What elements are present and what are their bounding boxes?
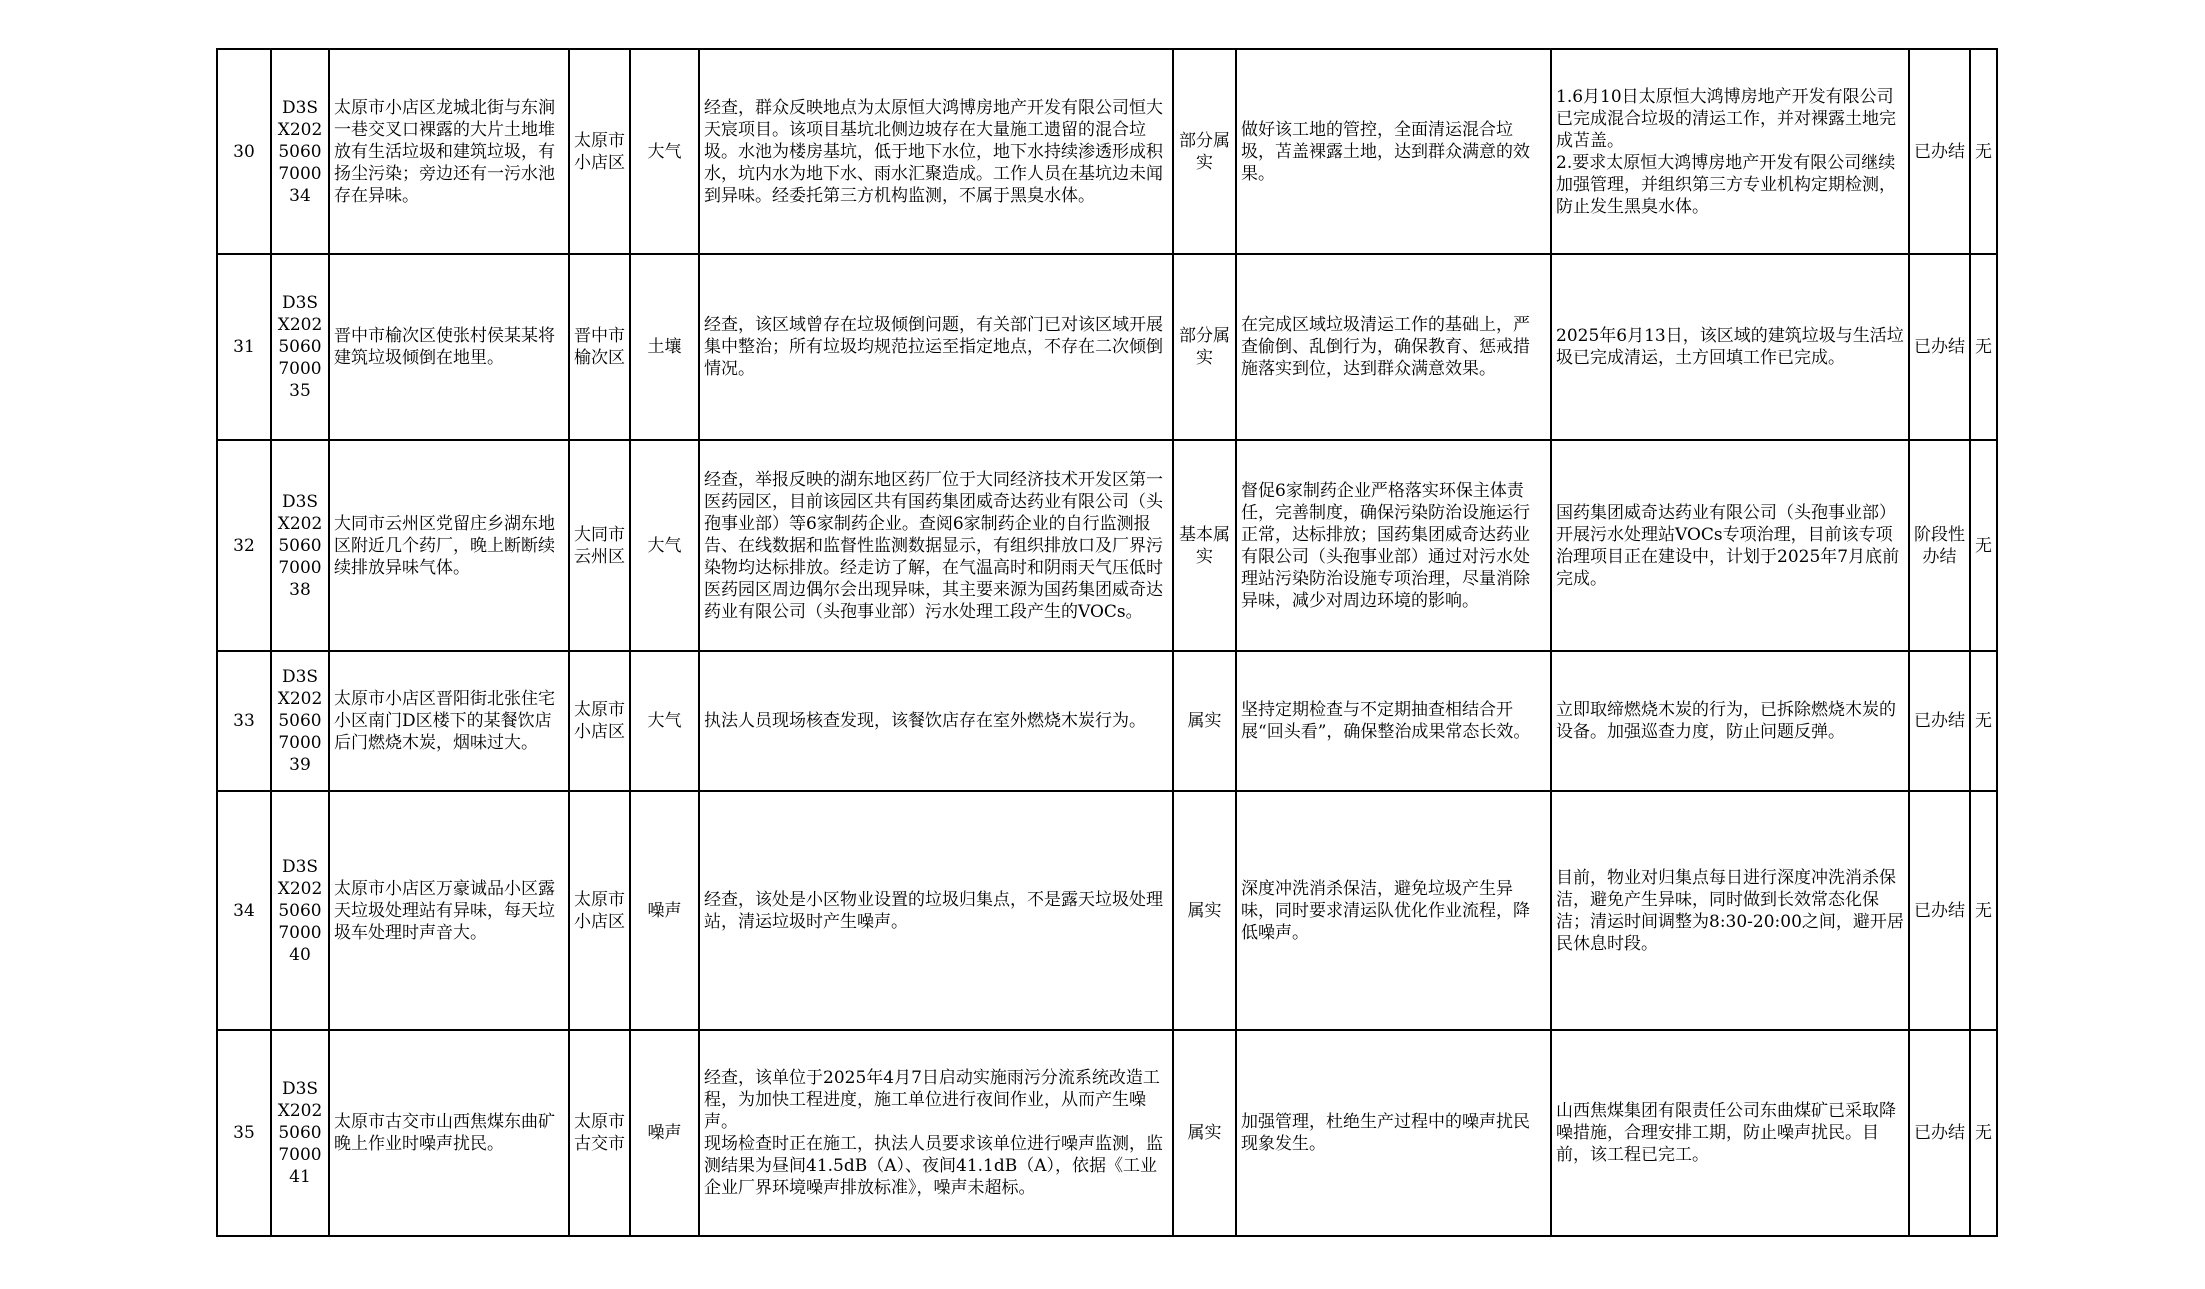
row-verdict: 属实 xyxy=(1173,791,1236,1030)
row-issue: 太原市小店区龙城北街与东涧一巷交叉口裸露的大片土地堆放有生活垃圾和建筑垃圾，有扬尘污染；旁边还有一污水池存在异味。 xyxy=(329,49,569,254)
row-district: 太原市小店区 xyxy=(569,791,630,1030)
row-accountability: 无 xyxy=(1970,440,1997,651)
row-finding: 经查，举报反映的湖东地区药厂位于大同经济技术开发区第一医药园区，目前该园区共有国药集团威奇达药业有限公司（头孢事业部）等6家制药企业。查阅6家制药企业的自行监测报告、在线数据和监督性监测数据显示，有组织排放口及厂界污染物均达标排放。经走访了解，在气温高时和阴雨天气压低时医药园区周边偶尔会出现异味，其主要来源为国药集团威奇达药业有限公司（头孢事业部）污水处理工段产生的VOCs。 xyxy=(699,440,1173,651)
row-verdict: 部分属实 xyxy=(1173,254,1236,440)
row-verdict: 基本属实 xyxy=(1173,440,1236,651)
row-measure: 做好该工地的管控，全面清运混合垃圾，苫盖裸露土地，达到群众满意的效果。 xyxy=(1236,49,1551,254)
row-code: D3SX2025060700040 xyxy=(271,791,329,1030)
row-verdict: 属实 xyxy=(1173,1030,1236,1236)
row-district: 太原市古交市 xyxy=(569,1030,630,1236)
row-verdict: 部分属实 xyxy=(1173,49,1236,254)
row-measure: 在完成区域垃圾清运工作的基础上，严查偷倒、乱倒行为，确保教育、惩戒措施落实到位，达到群众满意效果。 xyxy=(1236,254,1551,440)
row-accountability: 无 xyxy=(1970,49,1997,254)
row-finding: 经查，该区域曾存在垃圾倾倒问题，有关部门已对该区域开展集中整治；所有垃圾均规范拉运至指定地点，不存在二次倾倒情况。 xyxy=(699,254,1173,440)
row-seq: 30 xyxy=(217,49,271,254)
row-status: 已办结 xyxy=(1909,254,1970,440)
row-code: D3SX2025060700038 xyxy=(271,440,329,651)
row-issue: 太原市小店区万豪诚品小区露天垃圾处理站有异味，每天垃圾车处理时声音大。 xyxy=(329,791,569,1030)
row-result: 1.6月10日太原恒大鸿博房地产开发有限公司已完成混合垃圾的清运工作，并对裸露土地完成苫盖。 2.要求太原恒大鸿博房地产开发有限公司继续加强管理，并组织第三方专业机构定期检测，防止发生黑臭水体。 xyxy=(1551,49,1909,254)
document-page xyxy=(216,48,1996,1237)
row-pollution-type: 大气 xyxy=(630,49,699,254)
row-issue: 太原市小店区晋阳街北张住宅小区南门D区楼下的某餐饮店后门燃烧木炭，烟味过大。 xyxy=(329,651,569,791)
complaint-table xyxy=(216,48,1998,1237)
row-accountability: 无 xyxy=(1970,791,1997,1030)
row-finding: 经查，该处是小区物业设置的垃圾归集点，不是露天垃圾处理站，清运垃圾时产生噪声。 xyxy=(699,791,1173,1030)
row-finding: 经查，该单位于2025年4月7日启动实施雨污分流系统改造工程，为加快工程进度，施工单位进行夜间作业，从而产生噪声。 现场检查时正在施工，执法人员要求该单位进行噪声监测，监测结果为昼间41.5dB（A）、夜间41.1dB（A），依据《工业企业厂界环境噪声排放标准》，噪声未超标。 xyxy=(699,1030,1173,1236)
row-issue: 太原市古交市山西焦煤东曲矿晚上作业时噪声扰民。 xyxy=(329,1030,569,1236)
row-district: 太原市小店区 xyxy=(569,651,630,791)
table-row xyxy=(217,1030,1997,1236)
row-result: 立即取缔燃烧木炭的行为，已拆除燃烧木炭的设备。加强巡查力度，防止问题反弹。 xyxy=(1551,651,1909,791)
row-accountability: 无 xyxy=(1970,1030,1997,1236)
row-seq: 35 xyxy=(217,1030,271,1236)
row-code: D3SX2025060700041 xyxy=(271,1030,329,1236)
row-measure: 深度冲洗消杀保洁，避免垃圾产生异味，同时要求清运队优化作业流程，降低噪声。 xyxy=(1236,791,1551,1030)
row-seq: 33 xyxy=(217,651,271,791)
row-district: 晋中市榆次区 xyxy=(569,254,630,440)
table-row xyxy=(217,440,1997,651)
row-measure: 督促6家制药企业严格落实环保主体责任，完善制度，确保污染防治设施运行正常，达标排放；国药集团威奇达药业有限公司（头孢事业部）通过对污水处理站污染防治设施专项治理，尽量消除异味，减少对周边环境的影响。 xyxy=(1236,440,1551,651)
row-pollution-type: 大气 xyxy=(630,440,699,651)
row-verdict: 属实 xyxy=(1173,651,1236,791)
table-row xyxy=(217,49,1997,254)
row-code: D3SX2025060700034 xyxy=(271,49,329,254)
row-pollution-type: 噪声 xyxy=(630,1030,699,1236)
row-result: 山西焦煤集团有限责任公司东曲煤矿已采取降噪措施，合理安排工期，防止噪声扰民。目前，该工程已完工。 xyxy=(1551,1030,1909,1236)
row-code: D3SX2025060700035 xyxy=(271,254,329,440)
row-code: D3SX2025060700039 xyxy=(271,651,329,791)
row-pollution-type: 噪声 xyxy=(630,791,699,1030)
table-row xyxy=(217,791,1997,1030)
row-status: 阶段性办结 xyxy=(1909,440,1970,651)
row-seq: 31 xyxy=(217,254,271,440)
row-status: 已办结 xyxy=(1909,1030,1970,1236)
row-seq: 34 xyxy=(217,791,271,1030)
row-seq: 32 xyxy=(217,440,271,651)
row-status: 已办结 xyxy=(1909,791,1970,1030)
row-finding: 经查，群众反映地点为太原恒大鸿博房地产开发有限公司恒大天宸项目。该项目基坑北侧边坡存在大量施工遗留的混合垃圾。水池为楼房基坑，低于地下水位，地下水持续渗透形成积水，坑内水为地下水、雨水汇聚造成。工作人员在基坑边未闻到异味。经委托第三方机构监测，不属于黑臭水体。 xyxy=(699,49,1173,254)
row-accountability: 无 xyxy=(1970,651,1997,791)
row-status: 已办结 xyxy=(1909,651,1970,791)
row-accountability: 无 xyxy=(1970,254,1997,440)
row-result: 目前，物业对归集点每日进行深度冲洗消杀保洁，避免产生异味，同时做到长效常态化保洁；清运时间调整为8:30-20:00之间，避开居民休息时段。 xyxy=(1551,791,1909,1030)
row-issue: 晋中市榆次区使张村侯某某将建筑垃圾倾倒在地里。 xyxy=(329,254,569,440)
table-row xyxy=(217,651,1997,791)
row-issue: 大同市云州区党留庄乡湖东地区附近几个药厂，晚上断断续续排放异味气体。 xyxy=(329,440,569,651)
row-pollution-type: 大气 xyxy=(630,651,699,791)
row-result: 2025年6月13日，该区域的建筑垃圾与生活垃圾已完成清运，土方回填工作已完成。 xyxy=(1551,254,1909,440)
row-measure: 加强管理，杜绝生产过程中的噪声扰民现象发生。 xyxy=(1236,1030,1551,1236)
row-measure: 坚持定期检查与不定期抽查相结合开展“回头看”，确保整治成果常态长效。 xyxy=(1236,651,1551,791)
table-row xyxy=(217,254,1997,440)
row-status: 已办结 xyxy=(1909,49,1970,254)
row-district: 太原市小店区 xyxy=(569,49,630,254)
row-district: 大同市云州区 xyxy=(569,440,630,651)
row-finding: 执法人员现场核查发现，该餐饮店存在室外燃烧木炭行为。 xyxy=(699,651,1173,791)
row-pollution-type: 土壤 xyxy=(630,254,699,440)
row-result: 国药集团威奇达药业有限公司（头孢事业部）开展污水处理站VOCs专项治理，目前该专项治理项目正在建设中，计划于2025年7月底前完成。 xyxy=(1551,440,1909,651)
